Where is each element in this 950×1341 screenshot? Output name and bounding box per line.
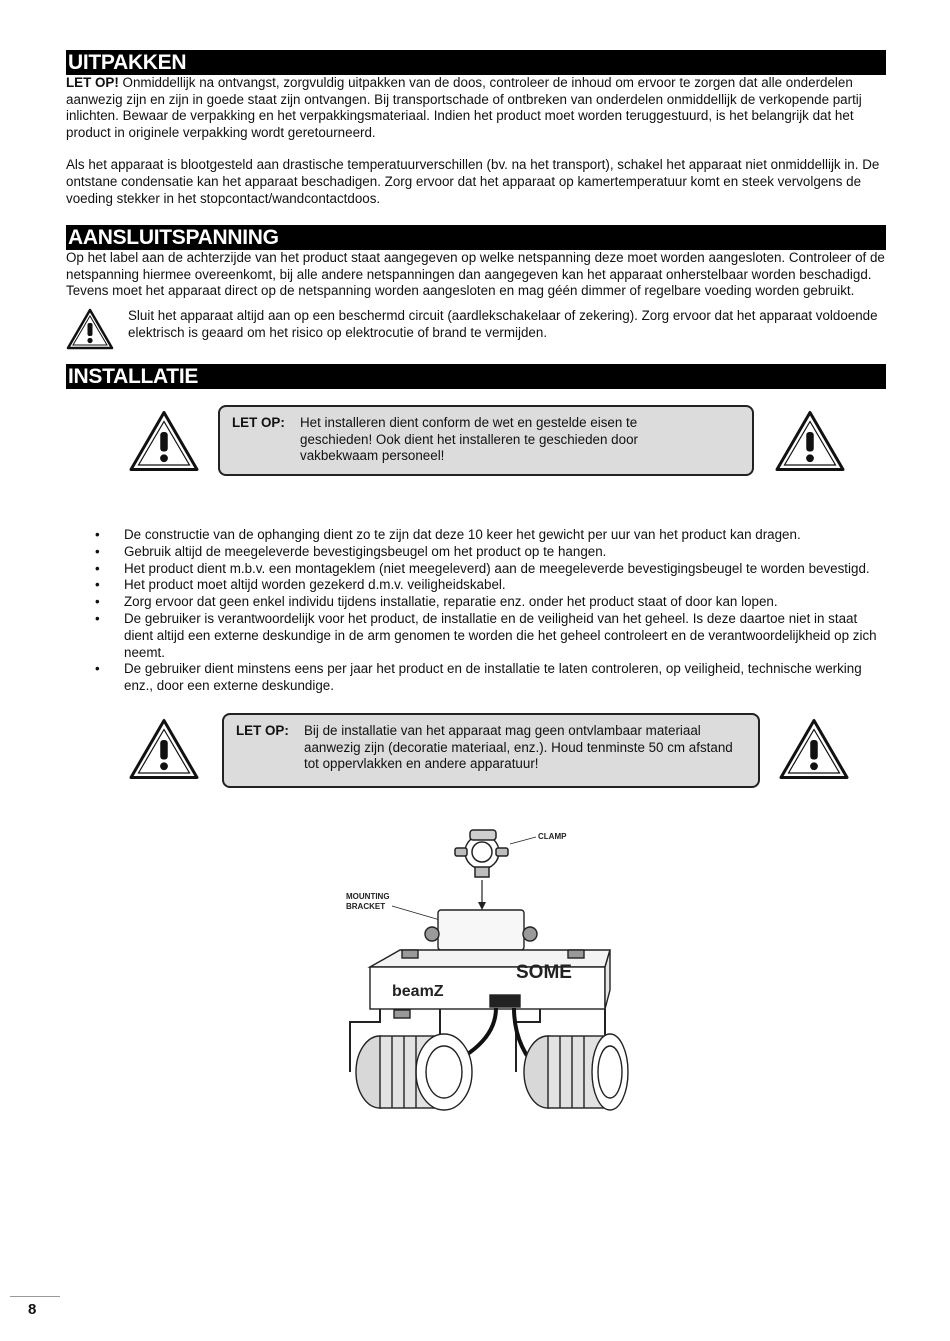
bullet-text: De gebruiker is verantwoordelijk voor het product, de installatie en de veiligheid van het geheel. Is deze daartoe niet in staat dient altijd een externe deskundige in de arm genomen te worden die het geheel controleert en de verantwoordelijkheid op zich neemt.: [124, 610, 877, 660]
bullet-dot: •: [95, 594, 100, 610]
let-op-lead: LET OP!: [66, 75, 119, 90]
bullet-text: Het product moet altijd worden gezekerd d.m.v. veiligheidskabel.: [124, 577, 506, 593]
aansluitspanning-paragraph: Op het label aan de achterzijde van het product staat aangegeven op welke netspanning deze moet worden aangesloten. Controleer of de netspanning hiermee overeenkomt, bij alle andere netspanningen dan aangegeven kan het apparaat onherstelbaar worden beschadigd. Tevens moet het apparaat direct op de netspanning worden aangesloten en mag géén dimmer of regelbare voeding worden gebruikt.: [66, 250, 885, 299]
bullet-dot: •: [95, 526, 100, 542]
warning-triangle-icon: [774, 409, 846, 473]
bullet-text: Het product dient m.b.v. een montageklem (niet meegeleverd) aan de meegeleverde bevestigingsbeugel te worden bevestigd.: [124, 560, 870, 576]
note-1-label: LET OP:: [232, 414, 285, 430]
note-2-text: Bij de installatie van het apparaat mag geen ontvlambaar materiaal aanwezig zijn (decoratie materiaal, enz.). Houd tenminste 50 cm afstand tot oppervlakken en andere apparatuur!: [304, 722, 733, 772]
right-head-drawing: [524, 1034, 628, 1110]
left-head-drawing: [356, 1034, 472, 1110]
aansluitspanning-warning: [66, 308, 886, 350]
bullet-text: De constructie van de ophanging dient zo te zijn dat deze 10 keer het gewicht per uur van het product kan dragen.: [124, 526, 801, 542]
bullet-item: [66, 594, 886, 611]
clamp-drawing: [455, 830, 508, 877]
bullet-dot: •: [95, 543, 100, 559]
note-1-text: Het installeren dient conform de wet en gestelde eisen te geschieden! Ook dient het installeren te geschieden door vakbekwaam personeel!: [300, 414, 638, 464]
bullet-dot: •: [95, 661, 100, 677]
mounting-bracket-drawing: [425, 910, 537, 950]
bullet-text: Zorg ervoor dat geen enkel individu tijdens installatie, reparatie enz. onder het product staat of door kan lopen.: [124, 594, 778, 610]
page-number: 8: [10, 1296, 60, 1318]
mounting-label-line-2: BRACKET: [346, 902, 386, 911]
product-mounting-figure: [320, 822, 632, 1152]
page-content: [66, 50, 886, 793]
bullet-dot: •: [95, 577, 100, 593]
warning-triangle-icon: [778, 717, 850, 781]
section-header-uitpakken: UITPAKKEN: [66, 50, 886, 75]
uitpakken-text-1: Onmiddellijk na ontvangst, zorgvuldig uitpakken van de doos, controleer de inhoud om ervoor te zorgen dat alle onderdelen aanwezig zijn en zijn in goede staat zijn ontvangen. Bij transportschade of ontbreken van onderdelen onmiddellijk de verkopende partij inlichten. Bewaar de verpakking en het verpakkingsmateriaal. Indien het product moet worden teruggestuurd, is het belangrijk dat het product in originele verpakking wordt geretourneerd.: [66, 75, 862, 140]
uitpakken-paragraph-1: [66, 75, 886, 141]
bullet-item: [66, 527, 886, 544]
warning-triangle-icon: [128, 409, 200, 473]
section-header-installatie: INSTALLATIE: [66, 364, 886, 389]
bullet-dot: •: [95, 610, 100, 626]
installatie-note-1: [66, 403, 886, 483]
installatie-bullet-list: [66, 527, 886, 695]
section-header-aansluitspanning: AANSLUITSPANNING: [66, 225, 886, 250]
mounting-label-line-1: MOUNTING: [346, 892, 390, 901]
aansluitspanning-warning-text: Sluit het apparaat altijd aan op een beschermd circuit (aardlekschakelaar of zekering). Zorg ervoor dat het apparaat voldoende elektrisch is geaard om het risico op elektrocutie of brand te vermijden.: [128, 307, 878, 340]
bullet-item: [66, 611, 886, 661]
bullet-item: [66, 577, 886, 594]
uitpakken-paragraph-2: Als het apparaat is blootgesteld aan drastische temperatuurverschillen (bv. na het transport), schakel het apparaat niet onmiddellijk in. De ontstane condensatie kan het apparaat beschadigen. Zorg ervoor dat het apparaat op kamertemperatuur komt en steek vervolgens de voeding stekker in het stopcontact/wandcontactdoos.: [66, 157, 880, 206]
bullet-text: De gebruiker dient minstens eens per jaar het product en de installatie te laten controleren, op veiligheid, technische werking enz., door een externe deskundige.: [124, 661, 862, 694]
bullet-item: [66, 561, 886, 578]
bullet-text: Gebruik altijd de meegeleverde bevestigingsbeugel om het product op te hangen.: [124, 543, 607, 559]
note-box-2: [222, 713, 760, 788]
installatie-note-2: [66, 713, 886, 793]
clamp-label: CLAMP: [538, 832, 567, 841]
warning-triangle-icon: [128, 717, 200, 781]
warning-triangle-icon: [66, 308, 114, 350]
note-box-1: [218, 405, 754, 476]
some-logo: SOME: [516, 962, 572, 983]
bullet-dot: •: [95, 560, 100, 576]
note-2-label: LET OP:: [236, 722, 289, 738]
bullet-item: [66, 544, 886, 561]
beamz-logo: beamZ: [392, 983, 444, 1000]
bullet-item: [66, 661, 886, 695]
